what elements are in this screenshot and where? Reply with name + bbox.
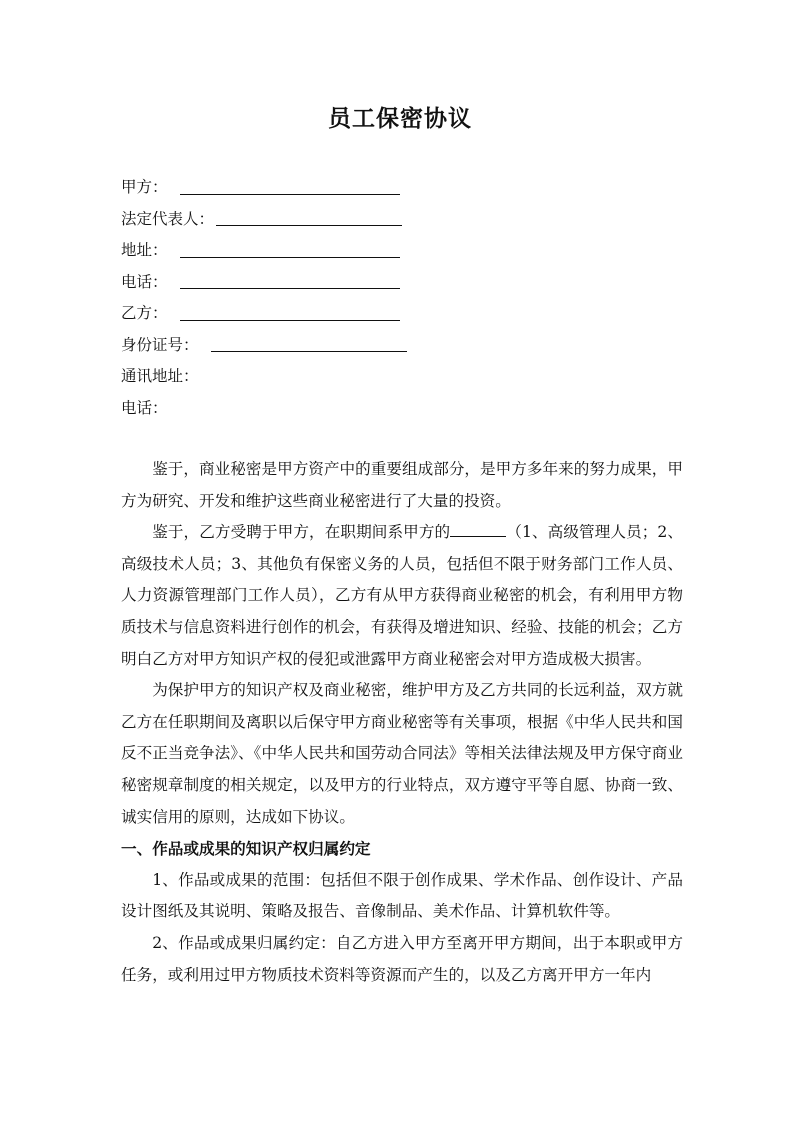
blank-line: [211, 333, 407, 352]
field-party-b: [121, 298, 681, 330]
blank-line: [180, 176, 400, 195]
blank-line: [180, 302, 400, 321]
blank-line: [180, 239, 400, 258]
field-id-number: [121, 330, 681, 362]
paragraph-text: （1、高级管理人员；2、高级技术人员；3、其他负有保密义务的人员，包括但不限于财务部门工作人员、人力资源管理部门工作人员），乙方有从甲方获得商业秘密的机会，有利用甲方物质技术与信息资料进行创作的机会，有获得及增进知识、经验、技能的机会；乙方明白乙方对甲方知识产权的侵犯或泄露甲方商业秘密会对甲方造成极大损害。: [121, 523, 683, 668]
paragraph-purpose: 为保护甲方的知识产权及商业秘密，维护甲方及乙方共同的长远利益，双方就乙方在任职期间及离职以后保守甲方商业秘密等有关事项，根据《中华人民共和国反不正当竞争法》、《中华人民共和国劳动合同法》等相关法律法规及甲方保守商业秘密规章制度的相关规定，以及甲方的行业特点，双方遵守平等自愿、协商一致、诚实信用的原则，达成如下协议。: [121, 681, 683, 826]
field-phone-a: [121, 267, 681, 299]
field-label: 电话：: [121, 398, 168, 417]
field-label: 甲方：: [121, 178, 168, 196]
field-label: 乙方：: [121, 304, 168, 322]
field-mailing-address: [121, 361, 681, 393]
clause-1-1: 1、作品或成果的范围：包括但不限于创作成果、学术作品、创作设计、产品设计图纸及其说明、策略及报告、音像制品、美术作品、计算机软件等。: [121, 870, 683, 921]
paragraph-whereas-1: 鉴于，商业秘密是甲方资产中的重要组成部分，是甲方多年来的努力成果，甲方为研究、开发和维护这些商业秘密进行了大量的投资。: [121, 460, 683, 510]
field-address: [121, 235, 681, 267]
field-label: 法定代表人：: [121, 209, 215, 228]
position-blank: [450, 520, 506, 537]
clause-1-2: 2、作品或成果归属约定：自乙方进入甲方至离开甲方期间，出于本职或甲方任务，或利用过甲方物质技术资料等资源而产生的，以及乙方离开甲方一年内: [121, 933, 683, 984]
paragraph-text: 鉴于，乙方受聘于甲方，在职期间系甲方的: [152, 523, 451, 542]
section-heading-1: 一、作品或成果的知识产权归属约定: [121, 839, 371, 859]
field-label: 身份证号：: [121, 335, 199, 354]
field-phone-b: [121, 393, 681, 425]
field-label: 地址：: [121, 241, 168, 259]
agreement-body: [121, 454, 683, 991]
field-label: 通讯地址：: [121, 367, 199, 385]
document-title: 员工保密协议: [328, 105, 472, 132]
field-label: 电话：: [121, 272, 168, 291]
paragraph-whereas-2: [121, 517, 683, 675]
field-party-a: [121, 172, 681, 204]
field-legal-representative: [121, 204, 681, 236]
blank-line: [180, 270, 400, 289]
party-info-fields: [121, 172, 681, 424]
blank-line: [216, 207, 402, 226]
